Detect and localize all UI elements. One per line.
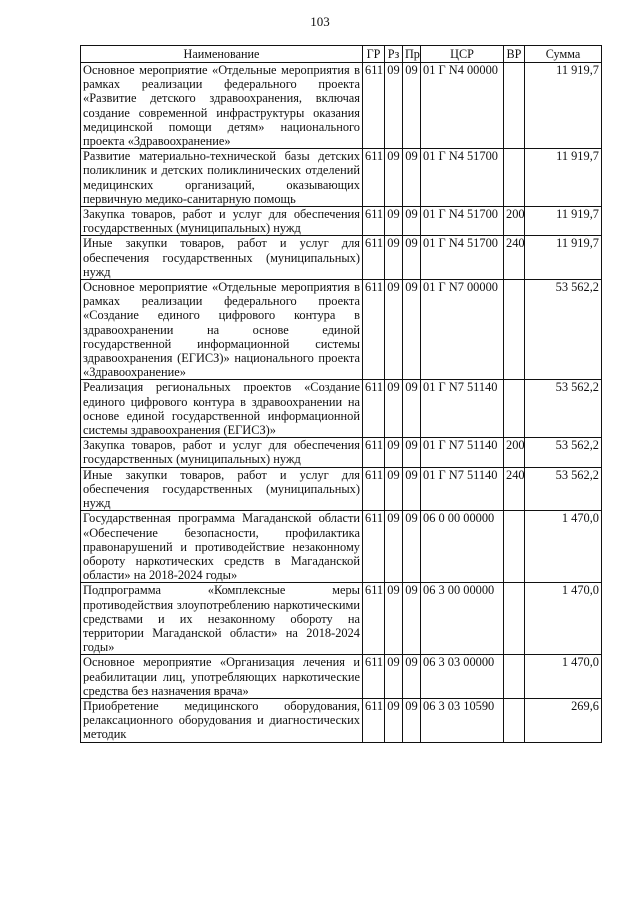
cell-rz: 09 [385, 438, 403, 467]
cell-sum: 11 919,7 [525, 236, 602, 280]
cell-vr: 200 [504, 438, 525, 467]
cell-name: Государственная программа Магаданской области «Обеспечение безопасности, профилактика правонарушений и противодействие незаконному обороту наркотических средств в Магаданской области» на 2018-2024 годы» [81, 511, 363, 583]
cell-pr: 09 [403, 236, 421, 280]
table-row [81, 149, 602, 207]
table-body [81, 63, 602, 743]
cell-name: Иные закупки товаров, работ и услуг для обеспечения государственных (муниципальных) нужд [81, 467, 363, 511]
table-row [81, 63, 602, 149]
cell-vr [504, 511, 525, 583]
cell-sum: 11 919,7 [525, 207, 602, 236]
cell-vr [504, 280, 525, 380]
cell-name: Приобретение медицинского оборудования, релаксационного оборудования и диагностических методик [81, 698, 363, 742]
header-rz: Рз [385, 46, 403, 63]
table-row [81, 438, 602, 467]
cell-sum: 1 470,0 [525, 511, 602, 583]
cell-gr: 611 [363, 280, 385, 380]
cell-pr: 09 [403, 583, 421, 655]
cell-pr: 09 [403, 207, 421, 236]
cell-sum: 53 562,2 [525, 380, 602, 438]
header-row [81, 46, 602, 63]
cell-name: Закупка товаров, работ и услуг для обеспечения государственных (муниципальных) нужд [81, 438, 363, 467]
cell-sum: 11 919,7 [525, 63, 602, 149]
cell-gr: 611 [363, 63, 385, 149]
cell-name: Основное мероприятие «Отдельные мероприятия в рамках реализации федерального проекта «Создание единого цифрового контура в здравоохранении на основе единой государственной информационной системы здравоохранения (ЕГИСЗ)» национального проекта «Здравоохранение» [81, 280, 363, 380]
cell-pr: 09 [403, 655, 421, 699]
cell-vr [504, 583, 525, 655]
cell-csr: 01 Г N7 00000 [421, 280, 504, 380]
table-row [81, 207, 602, 236]
cell-gr: 611 [363, 511, 385, 583]
cell-rz: 09 [385, 63, 403, 149]
cell-pr: 09 [403, 467, 421, 511]
cell-vr [504, 655, 525, 699]
cell-gr: 611 [363, 207, 385, 236]
cell-gr: 611 [363, 698, 385, 742]
cell-sum: 53 562,2 [525, 438, 602, 467]
cell-vr [504, 149, 525, 207]
page-number: 103 [310, 14, 330, 29]
cell-name: Реализация региональных проектов «Создание единого цифрового контура в здравоохранении на основе единой государственной информационной системы здравоохранения (ЕГИСЗ)» [81, 380, 363, 438]
cell-csr: 01 Г N4 00000 [421, 63, 504, 149]
cell-rz: 09 [385, 207, 403, 236]
cell-sum: 53 562,2 [525, 467, 602, 511]
cell-gr: 611 [363, 236, 385, 280]
header-pr: Пр [403, 46, 421, 63]
table-row [81, 236, 602, 280]
cell-csr: 01 Г N4 51700 [421, 207, 504, 236]
cell-gr: 611 [363, 583, 385, 655]
cell-vr: 200 [504, 207, 525, 236]
cell-pr: 09 [403, 380, 421, 438]
cell-vr: 240 [504, 467, 525, 511]
cell-pr: 09 [403, 63, 421, 149]
cell-pr: 09 [403, 280, 421, 380]
cell-csr: 06 0 00 00000 [421, 511, 504, 583]
table-row [81, 698, 602, 742]
cell-csr: 01 Г N7 51140 [421, 380, 504, 438]
budget-table [80, 45, 602, 743]
cell-sum: 11 919,7 [525, 149, 602, 207]
cell-gr: 611 [363, 655, 385, 699]
cell-csr: 01 Г N4 51700 [421, 236, 504, 280]
cell-vr [504, 63, 525, 149]
cell-vr [504, 380, 525, 438]
cell-sum: 1 470,0 [525, 655, 602, 699]
cell-vr [504, 698, 525, 742]
table-row [81, 655, 602, 699]
cell-csr: 01 Г N7 51140 [421, 467, 504, 511]
header-name: Наименование [81, 46, 363, 63]
table-row [81, 380, 602, 438]
cell-name: Закупка товаров, работ и услуг для обеспечения государственных (муниципальных) нужд [81, 207, 363, 236]
cell-rz: 09 [385, 380, 403, 438]
cell-rz: 09 [385, 467, 403, 511]
cell-name: Развитие материально-технической базы детских поликлиник и детских поликлинических отделений медицинских организаций, оказывающих первичную медико-санитарную помощь [81, 149, 363, 207]
table-row [81, 467, 602, 511]
cell-vr: 240 [504, 236, 525, 280]
header-vr: ВР [504, 46, 525, 63]
cell-rz: 09 [385, 149, 403, 207]
cell-name: Основное мероприятие «Отдельные мероприятия в рамках реализации федерального проекта «Развитие детского здравоохранения, включая создание современной инфраструктуры оказания медицинской помощи детям» национального проекта «Здравоохранение» [81, 63, 363, 149]
table-row [81, 280, 602, 380]
cell-rz: 09 [385, 280, 403, 380]
cell-csr: 06 3 00 00000 [421, 583, 504, 655]
cell-csr: 06 3 03 00000 [421, 655, 504, 699]
cell-rz: 09 [385, 236, 403, 280]
cell-pr: 09 [403, 149, 421, 207]
cell-csr: 06 3 03 10590 [421, 698, 504, 742]
cell-rz: 09 [385, 698, 403, 742]
cell-rz: 09 [385, 583, 403, 655]
cell-rz: 09 [385, 511, 403, 583]
cell-gr: 611 [363, 149, 385, 207]
header-sum: Сумма [525, 46, 602, 63]
cell-sum: 53 562,2 [525, 280, 602, 380]
cell-pr: 09 [403, 438, 421, 467]
header-csr: ЦСР [421, 46, 504, 63]
cell-name: Основное мероприятие «Организация лечения и реабилитации лиц, употребляющих наркотические средства без назначения врача» [81, 655, 363, 699]
cell-sum: 1 470,0 [525, 583, 602, 655]
header-gr: ГР [363, 46, 385, 63]
table-row [81, 583, 602, 655]
cell-gr: 611 [363, 380, 385, 438]
cell-gr: 611 [363, 438, 385, 467]
cell-sum: 269,6 [525, 698, 602, 742]
cell-gr: 611 [363, 467, 385, 511]
cell-name: Подпрограмма «Комплексные меры противодействия злоупотреблению наркотическими средствами и их незаконному обороту на территории Магаданской области» на 2018-2024 годы» [81, 583, 363, 655]
cell-pr: 09 [403, 698, 421, 742]
cell-csr: 01 Г N7 51140 [421, 438, 504, 467]
cell-name: Иные закупки товаров, работ и услуг для обеспечения государственных (муниципальных) нужд [81, 236, 363, 280]
cell-pr: 09 [403, 511, 421, 583]
cell-csr: 01 Г N4 51700 [421, 149, 504, 207]
cell-rz: 09 [385, 655, 403, 699]
table-row [81, 511, 602, 583]
